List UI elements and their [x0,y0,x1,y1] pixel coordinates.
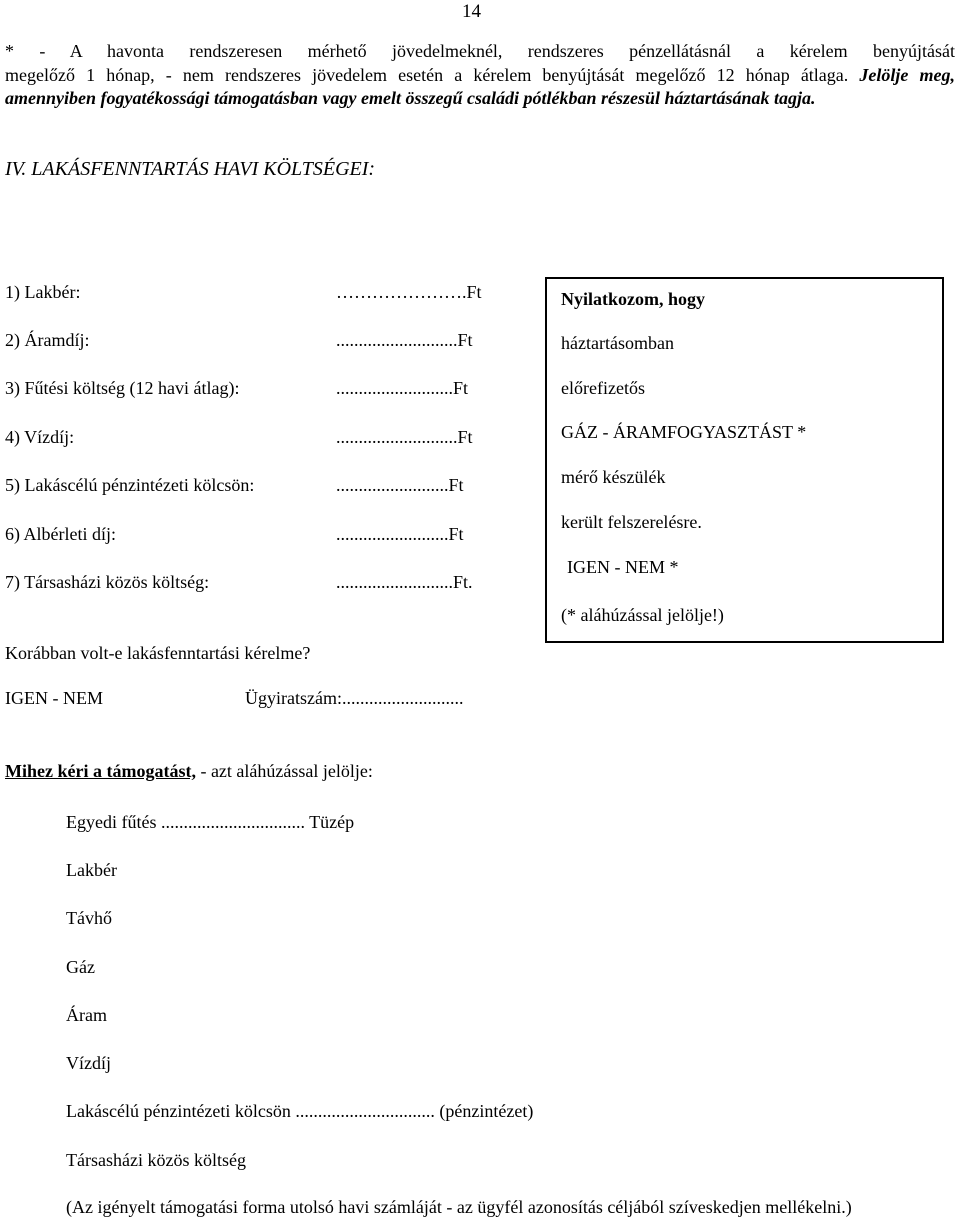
previous-request-question: Korábban volt-e lakásfenntartási kérelme? [5,643,311,663]
support-option-loan[interactable]: Lakáscélú pénzintézeti kölcsön ............................... (pénzintézet) [66,1101,534,1121]
cost-value-sublet[interactable]: .........................Ft [336,524,464,544]
support-option-district-heating[interactable]: Távhő [66,908,112,928]
declaration-line-household: háztartásomban [561,333,674,353]
previous-request-yes-no[interactable]: IGEN - NEM [5,688,103,708]
cost-value-water[interactable]: ...........................Ft [336,427,473,447]
declaration-box [545,277,944,643]
cost-value-rent[interactable]: ………………….Ft [336,282,482,302]
section-title: IV. LAKÁSFENNTARTÁS HAVI KÖLTSÉGEI: [5,158,376,180]
declaration-instruction: (* aláhúzással jelölje!) [561,605,724,625]
cost-value-loan[interactable]: .........................Ft [336,475,464,495]
declaration-title: Nyilatkozom, hogy [561,289,705,309]
cost-label-rent: 1) Lakbér: [5,282,81,302]
cost-value-heating[interactable]: ..........................Ft [336,378,469,398]
support-option-gas[interactable]: Gáz [66,957,95,977]
intro-line-2-emphasis: Jelölje meg, [859,64,956,85]
cost-value-condo-fee[interactable]: ..........................Ft. [336,572,473,592]
cost-label-loan: 5) Lakáscélú pénzintézeti kölcsön: [5,475,255,495]
declaration-yes-no[interactable]: IGEN - NEM * [567,557,679,577]
support-option-rent[interactable]: Lakbér [66,860,117,880]
intro-line-3: amennyiben fogyatékossági támogatásban vagy emelt összegű családi pótlékban részesül háztartásának tagja. [5,88,816,108]
support-option-electricity[interactable]: Áram [66,1005,107,1025]
cost-label-water: 4) Vízdíj: [5,427,75,447]
cost-label-electricity: 2) Áramdíj: [5,330,90,350]
cost-label-condo-fee: 7) Társasházi közös költség: [5,572,210,592]
support-question [5,761,373,782]
support-option-individual-heating[interactable]: Egyedi fűtés ................................ Tüzép [66,812,355,832]
intro-note [5,40,955,111]
declaration-line-meter: mérő készülék [561,467,666,487]
support-option-condo-fee[interactable]: Társasházi közös költség [66,1150,246,1170]
intro-line-2-text: megelőző 1 hónap, - nem rendszeres jövedelem esetén a kérelem benyújtását megelőző 12 hónap átlaga. [5,64,849,85]
cost-value-electricity[interactable]: ...........................Ft [336,330,473,350]
case-number-field[interactable]: Ügyiratszám:........................... [245,688,464,708]
attachment-note: (Az igényelt támogatási forma utolsó havi számláját - az ügyfél azonosítás céljából szíveskedjen mellékelni.) [66,1197,852,1217]
cost-label-sublet: 6) Albérleti díj: [5,524,116,544]
declaration-line-prepaid: előrefizetős [561,378,645,398]
declaration-line-gas-electricity[interactable]: GÁZ - ÁRAMFOGYASZTÁST * [561,422,807,442]
support-option-water[interactable]: Vízdíj [66,1053,111,1073]
support-question-bold: Mihez kéri a támogatást, [5,761,196,781]
page-number: 14 [462,1,481,22]
intro-line-2 [5,64,955,88]
support-question-rest: - azt aláhúzással jelölje: [195,761,373,781]
cost-label-heating: 3) Fűtési költség (12 havi átlag): [5,378,240,398]
intro-line-1: * - A havonta rendszeresen mérhető jövedelmeknél, rendszeres pénzellátásnál a kérelem benyújtását [5,41,955,61]
declaration-line-installed: került felszerelésre. [561,512,702,532]
